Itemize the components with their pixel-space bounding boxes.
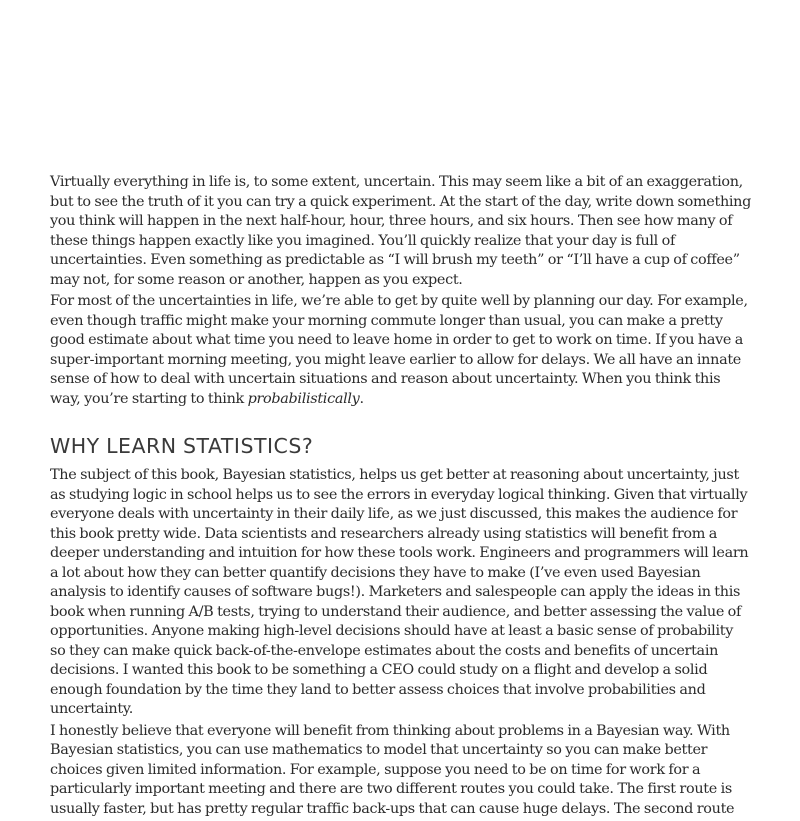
section-heading: WHY LEARN STATISTICS? — [50, 434, 314, 458]
intro-paragraph-2 — [50, 292, 752, 409]
intro-paragraph-2-text: For most of the uncertainties in life, we’re able to get by quite well by planning our day. For example, even though traffic might make your morning commute longer than usual, you can make a pretty good estimate about what time you need to leave home in order to get to work on time. If you have a super-important morning meeting, you might leave earlier to allow for delays. We all have an innate sense of how to deal with uncertain situations and reason about uncertainty. When you think this way, you’re starting to think — [50, 293, 748, 407]
intro-paragraph-2-end: . — [359, 390, 364, 407]
intro-paragraph-1: Virtually everything in life is, to some extent, uncertain. This may seem like a bit of an exaggeration, but to see the truth of it you can try a quick experiment. At the start of the day, write down something you think will happen in the next half-hour, hour, three hours, and six hours. Then see how many of these things happen exactly like you imagined. You’ll quickly realize that your day is full of uncertainties. Even something as predictable as “I will brush my teeth” or “I’ll have a cup of coffee” may not, for some reason or another, happen as you expect. — [50, 174, 752, 288]
section-paragraph-1: The subject of this book, Bayesian statistics, helps us get better at reasoning about uncertainty, just as studying logic in school helps us to see the errors in everyday logical thinking. Given that virtually everyone deals with uncertainty in their daily life, as we just discussed, this makes the audience for this book pretty wide. Data scientists and researchers already using statistics will benefit from a deeper understanding and intuition for how these tools work. Engineers and programmers will learn a lot about how they can better quantify decisions they have to make (I’ve even used Bayesian analysis to identify causes of software bugs!). Marketers and salespeople can apply the ideas in this book when running A/B tests, trying to understand their audience, and better assessing the value of opportunities. Anyone making high-level decisions should have at least a basic sense of probability so they can make quick back-of-the-envelope estimates about the costs and benefits of uncertain decisions. I wanted this book to be something a CEO could study on a flight and develop a solid enough foundation by the time they land to better assess choices that involve probabilities and uncertainty. — [50, 467, 749, 717]
emphasis-probabilistically: probabilistically — [247, 390, 360, 407]
document-body — [50, 173, 752, 821]
section-paragraph-2: I honestly believe that everyone will benefit from thinking about problems in a Bayesian way. With Bayesian statistics, you can use mathematics to model that uncertainty so you can make better choices given limited information. For example, suppose you need to be on time for work for a particularly important meeting and there are two different routes you could take. The first route is usually faster, but has pretty regular traffic back-ups that can cause huge delays. The second route — [50, 722, 735, 817]
